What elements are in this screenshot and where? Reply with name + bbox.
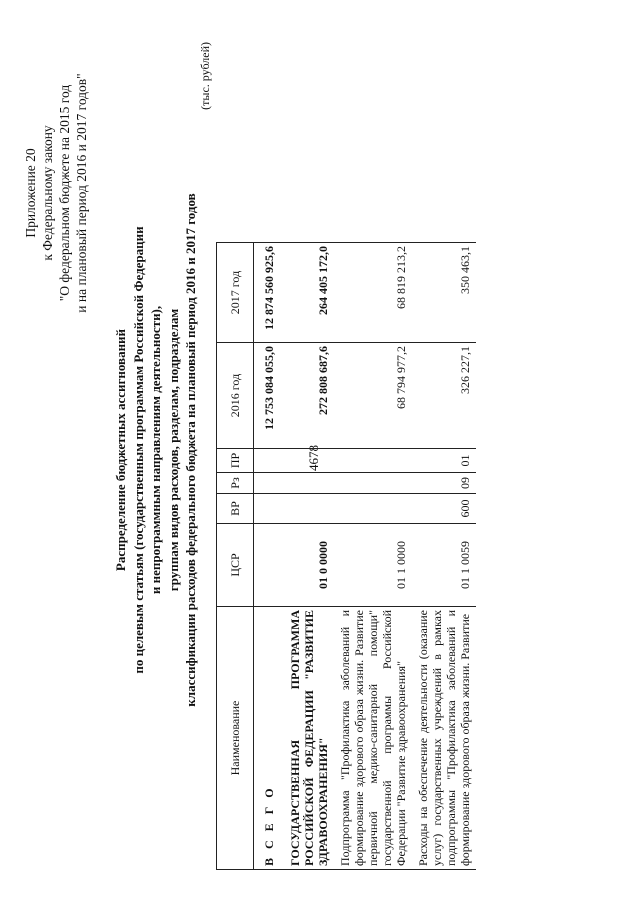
cell-2016: 12 753 084 055,0 — [254, 343, 285, 449]
cell-2017: 68 819 213,2 — [334, 243, 412, 343]
document-title — [112, 70, 200, 830]
annex-header — [22, 28, 90, 358]
cell-2017: 12 874 560 925,6 — [254, 243, 285, 343]
cell-2017: 264 405 172,0 — [284, 243, 334, 343]
cell-name: Расходы на обеспечение деятельности (оказание услуг) государственных учреждений в рамках подпрограммы "Профилактика заболеваний и формирование здорового образа жизни. Развитие — [412, 607, 476, 870]
title-line: группам видов расходов, разделам, подразделам — [165, 308, 181, 592]
title-line: Распределение бюджетных ассигнований — [113, 328, 128, 572]
cell-2016: 272 808 687,6 — [284, 343, 334, 449]
table-row — [412, 243, 476, 870]
cell-2016: 326 227,1 — [412, 343, 476, 449]
annex-line: "О федеральном бюджете на 2015 год — [57, 84, 72, 302]
cell-vr — [284, 494, 334, 524]
cell-rz — [254, 473, 285, 494]
cell-name: В С Е Г О — [254, 607, 285, 870]
annex-line: Приложение 20 — [23, 148, 38, 238]
table-row-total — [254, 243, 285, 870]
annex-line: и на плановый период 2016 и 2017 годов" — [74, 73, 89, 313]
header-csr: ЦСР — [217, 524, 254, 607]
cell-csr — [254, 524, 285, 607]
page-number: 4678 — [306, 445, 321, 471]
cell-csr: 01 0 0000 — [284, 524, 334, 607]
cell-name: ГОСУДАРСТВЕННАЯ ПРОГРАММА РОССИЙСКОЙ ФЕДЕРАЦИИ "РАЗВИТИЕ ЗДРАВООХРАНЕНИЯ" — [284, 607, 334, 870]
cell-vr — [254, 494, 285, 524]
cell-vr — [334, 494, 412, 524]
cell-rz — [334, 473, 412, 494]
cell-rz: 09 — [412, 473, 476, 494]
annex-line: к Федеральному закону — [40, 125, 55, 261]
header-name: Наименование — [217, 607, 254, 870]
title-line: по целевым статьям (государственным программам Российской Федерации — [130, 226, 146, 674]
cell-rz — [284, 473, 334, 494]
cell-vr: 600 — [412, 494, 476, 524]
cell-pr — [334, 449, 412, 473]
cell-name: Подпрограмма "Профилактика заболеваний и формирование здорового образа жизни. Развитие первичной медико-санитарной помощи" государственной программы Российской Федерации "Развитие здравоохранения" — [334, 607, 412, 870]
header-2016: 2016 год — [217, 343, 254, 449]
cell-pr: 01 — [412, 449, 476, 473]
cell-pr — [254, 449, 285, 473]
table-row — [284, 243, 334, 870]
table-header-row — [217, 243, 254, 870]
cell-csr: 01 1 0000 — [334, 524, 412, 607]
title-line: и непрограммным направлениям деятельности), — [148, 305, 163, 595]
unit-label: (тыс. рублей) — [198, 42, 212, 110]
header-pr: ПР — [217, 449, 254, 473]
cell-2016: 68 794 977,2 — [334, 343, 412, 449]
header-vr: ВР — [217, 494, 254, 524]
cell-csr: 01 1 0059 — [412, 524, 476, 607]
budget-table — [216, 242, 476, 870]
rotated-document-page — [20, 0, 620, 870]
title-line: классификации расходов федерального бюджета на плановый период 2016 и 2017 годов — [183, 193, 198, 707]
header-rz: Рз — [217, 473, 254, 494]
header-2017: 2017 год — [217, 243, 254, 343]
cell-pr — [284, 449, 334, 473]
table-row — [334, 243, 412, 870]
cell-2017: 350 463,1 — [412, 243, 476, 343]
